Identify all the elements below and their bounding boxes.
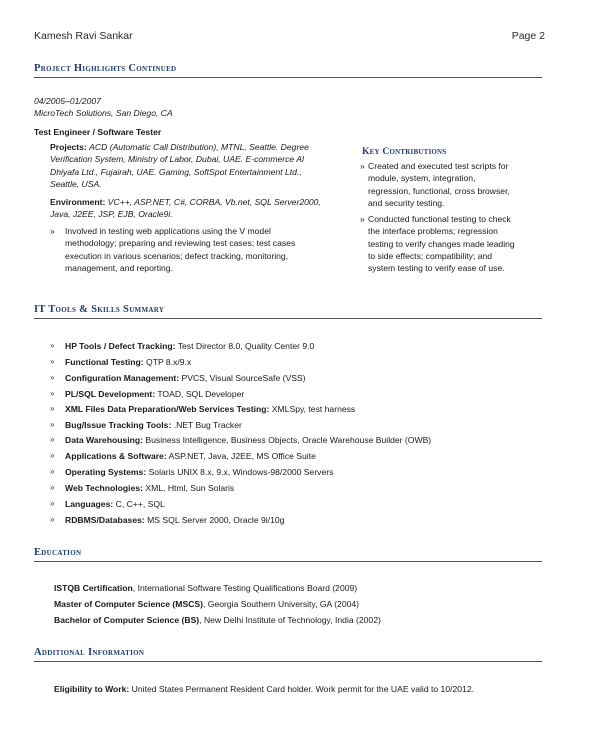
job-dates: 04/2005–01/2007 — [34, 96, 101, 106]
contribution-line: the interface problems; regression — [368, 226, 498, 237]
skill-label: XML Files Data Preparation/Web Services Testing: — [65, 404, 270, 414]
skill-value: XML, Html, Sun Solaris — [143, 483, 235, 493]
bullet-line: methodology; preparing and reviewing test cases; test cases — [65, 238, 296, 249]
project-bullet — [50, 225, 330, 274]
skill-value: C, C++, SQL — [113, 499, 165, 509]
section-divider — [34, 318, 542, 319]
candidate-name: Kamesh Ravi Sankar — [34, 30, 133, 42]
bullet-glyph: » — [50, 467, 55, 476]
key-contribution-item — [360, 213, 535, 274]
contribution-line: testing to verify changes made leading — [368, 238, 515, 249]
eligibility-value: United States Permanent Resident Card holder. Work permit for the UAE valid to 10/2012. — [129, 684, 475, 694]
environment-label: Environment: — [50, 197, 106, 207]
skill-value: .NET Bug Tracker — [171, 420, 242, 430]
bullet-glyph: » — [360, 214, 365, 224]
skill-label: Data Warehousing: — [65, 435, 143, 445]
education-item — [54, 614, 381, 626]
bullet-glyph: » — [50, 373, 55, 382]
skill-label: Web Technologies: — [65, 483, 143, 493]
section-divider — [34, 77, 542, 78]
additional-info-title: Additional Information — [34, 647, 145, 658]
skill-value: PVCS, Visual SourceSafe (VSS) — [179, 373, 306, 383]
skill-label: HP Tools / Defect Tracking: — [65, 341, 176, 351]
skill-label: RDBMS/Databases: — [65, 515, 145, 525]
section-divider — [34, 561, 542, 562]
degree-label: Master of Computer Science (MSCS) — [54, 599, 203, 609]
project-highlights-title: Project Highlights Continued — [34, 63, 177, 74]
section-divider — [34, 661, 542, 662]
skill-value: XMLSpy, test harness — [269, 404, 356, 414]
bullet-glyph: » — [50, 226, 55, 236]
bullet-glyph: » — [50, 499, 55, 508]
skill-value: MS SQL Server 2000, Oracle 9i/10g — [144, 515, 285, 525]
skill-label: Configuration Management: — [65, 373, 180, 383]
skill-label: Operating Systems: — [65, 467, 147, 477]
contribution-line: module, system, integration, — [368, 173, 476, 184]
skill-label: Applications & Software: — [65, 451, 167, 461]
work-eligibility — [54, 683, 474, 695]
projects-line: Seattle, USA. — [50, 178, 102, 189]
contribution-line: to side effects; compatibility; and — [368, 250, 493, 261]
page-number: Page 2 — [511, 30, 545, 42]
skill-label: Bug/Issue Tracking Tools: — [65, 420, 172, 430]
environment-line: Java, J2EE, JSP, EJB, Oracle9i. — [50, 209, 173, 220]
projects-line: ACD (Automatic Call Distribution), MTNL, Seattle. Degree — [89, 142, 309, 152]
skill-value: TOAD, SQL Developer — [155, 389, 245, 399]
skill-label: Languages: — [65, 499, 114, 509]
bullet-glyph: » — [50, 357, 55, 366]
contribution-line: system testing to verify ease of use. — [368, 263, 505, 274]
skill-value: QTP 8.x/9.x — [143, 357, 192, 367]
eligibility-label: Eligibility to Work: — [54, 684, 130, 694]
skill-value: Test Director 8.0, Quality Center 9.0 — [175, 341, 315, 351]
degree-label: Bachelor of Computer Science (BS) — [54, 615, 200, 625]
job-role: Test Engineer / Software Tester — [34, 127, 162, 137]
contribution-line: regression, functional, cross browser, — [368, 185, 510, 196]
skills-summary-title: IT Tools & Skills Summary — [34, 304, 165, 315]
bullet-glyph: » — [50, 389, 55, 398]
bullet-glyph: » — [50, 420, 55, 429]
bullet-glyph: » — [50, 515, 55, 524]
skill-value: Business Intelligence, Business Objects, Oracle Warehouse Builder (OWB) — [143, 435, 432, 445]
contribution-line: Conducted functional testing to check — [368, 214, 511, 224]
bullet-glyph: » — [50, 341, 55, 350]
job-company: MicroTech Solutions, San Diego, CA — [34, 108, 173, 118]
key-contributions-title: Key Contributions — [362, 146, 447, 157]
education-title: Education — [34, 547, 82, 558]
contribution-line: and security testing. — [368, 197, 445, 208]
education-item — [54, 582, 357, 594]
environment-block — [50, 196, 335, 221]
bullet-glyph: » — [360, 161, 365, 171]
bullet-glyph: » — [50, 451, 55, 460]
projects-block — [50, 141, 335, 190]
contribution-line: Created and executed test scripts for — [368, 161, 509, 171]
skill-value: ASP.NET, Java, J2EE, MS Office Suite — [166, 451, 316, 461]
projects-label: Projects: — [50, 142, 87, 152]
education-item — [54, 598, 359, 610]
bullet-line: management, and reporting. — [65, 262, 173, 273]
degree-detail: , International Software Testing Qualifications Board (2009) — [132, 583, 358, 593]
bullet-glyph: » — [50, 483, 55, 492]
bullet-line: Involved in testing web applications using the V model — [65, 226, 271, 236]
environment-line: VC++, ASP.NET, C#, CORBA, Vb.net, SQL Server2000, — [107, 197, 321, 207]
degree-detail: , Georgia Southern University, GA (2004) — [203, 599, 360, 609]
key-contribution-item — [360, 160, 535, 209]
projects-line: Verification System, Ministry of Labor, Dubai, UAE. E-commerce Al — [50, 154, 304, 165]
degree-label: ISTQB Certification — [54, 583, 133, 593]
projects-line: Dhiyafa Ltd., Fujairah, UAE. Gaming, SoftSpot Entertainment Ltd., — [50, 166, 302, 177]
bullet-glyph: » — [50, 435, 55, 444]
bullet-line: execution in various scenarios; defect tracking, monitoring, — [65, 250, 289, 261]
degree-detail: , New Delhi Institute of Technology, India (2002) — [199, 615, 381, 625]
bullet-glyph: » — [50, 404, 55, 413]
skill-value: Solaris UNIX 8.x, 9.x, Windows-98/2000 Servers — [146, 467, 334, 477]
skill-label: Functional Testing: — [65, 357, 144, 367]
skill-label: PL/SQL Development: — [65, 389, 156, 399]
